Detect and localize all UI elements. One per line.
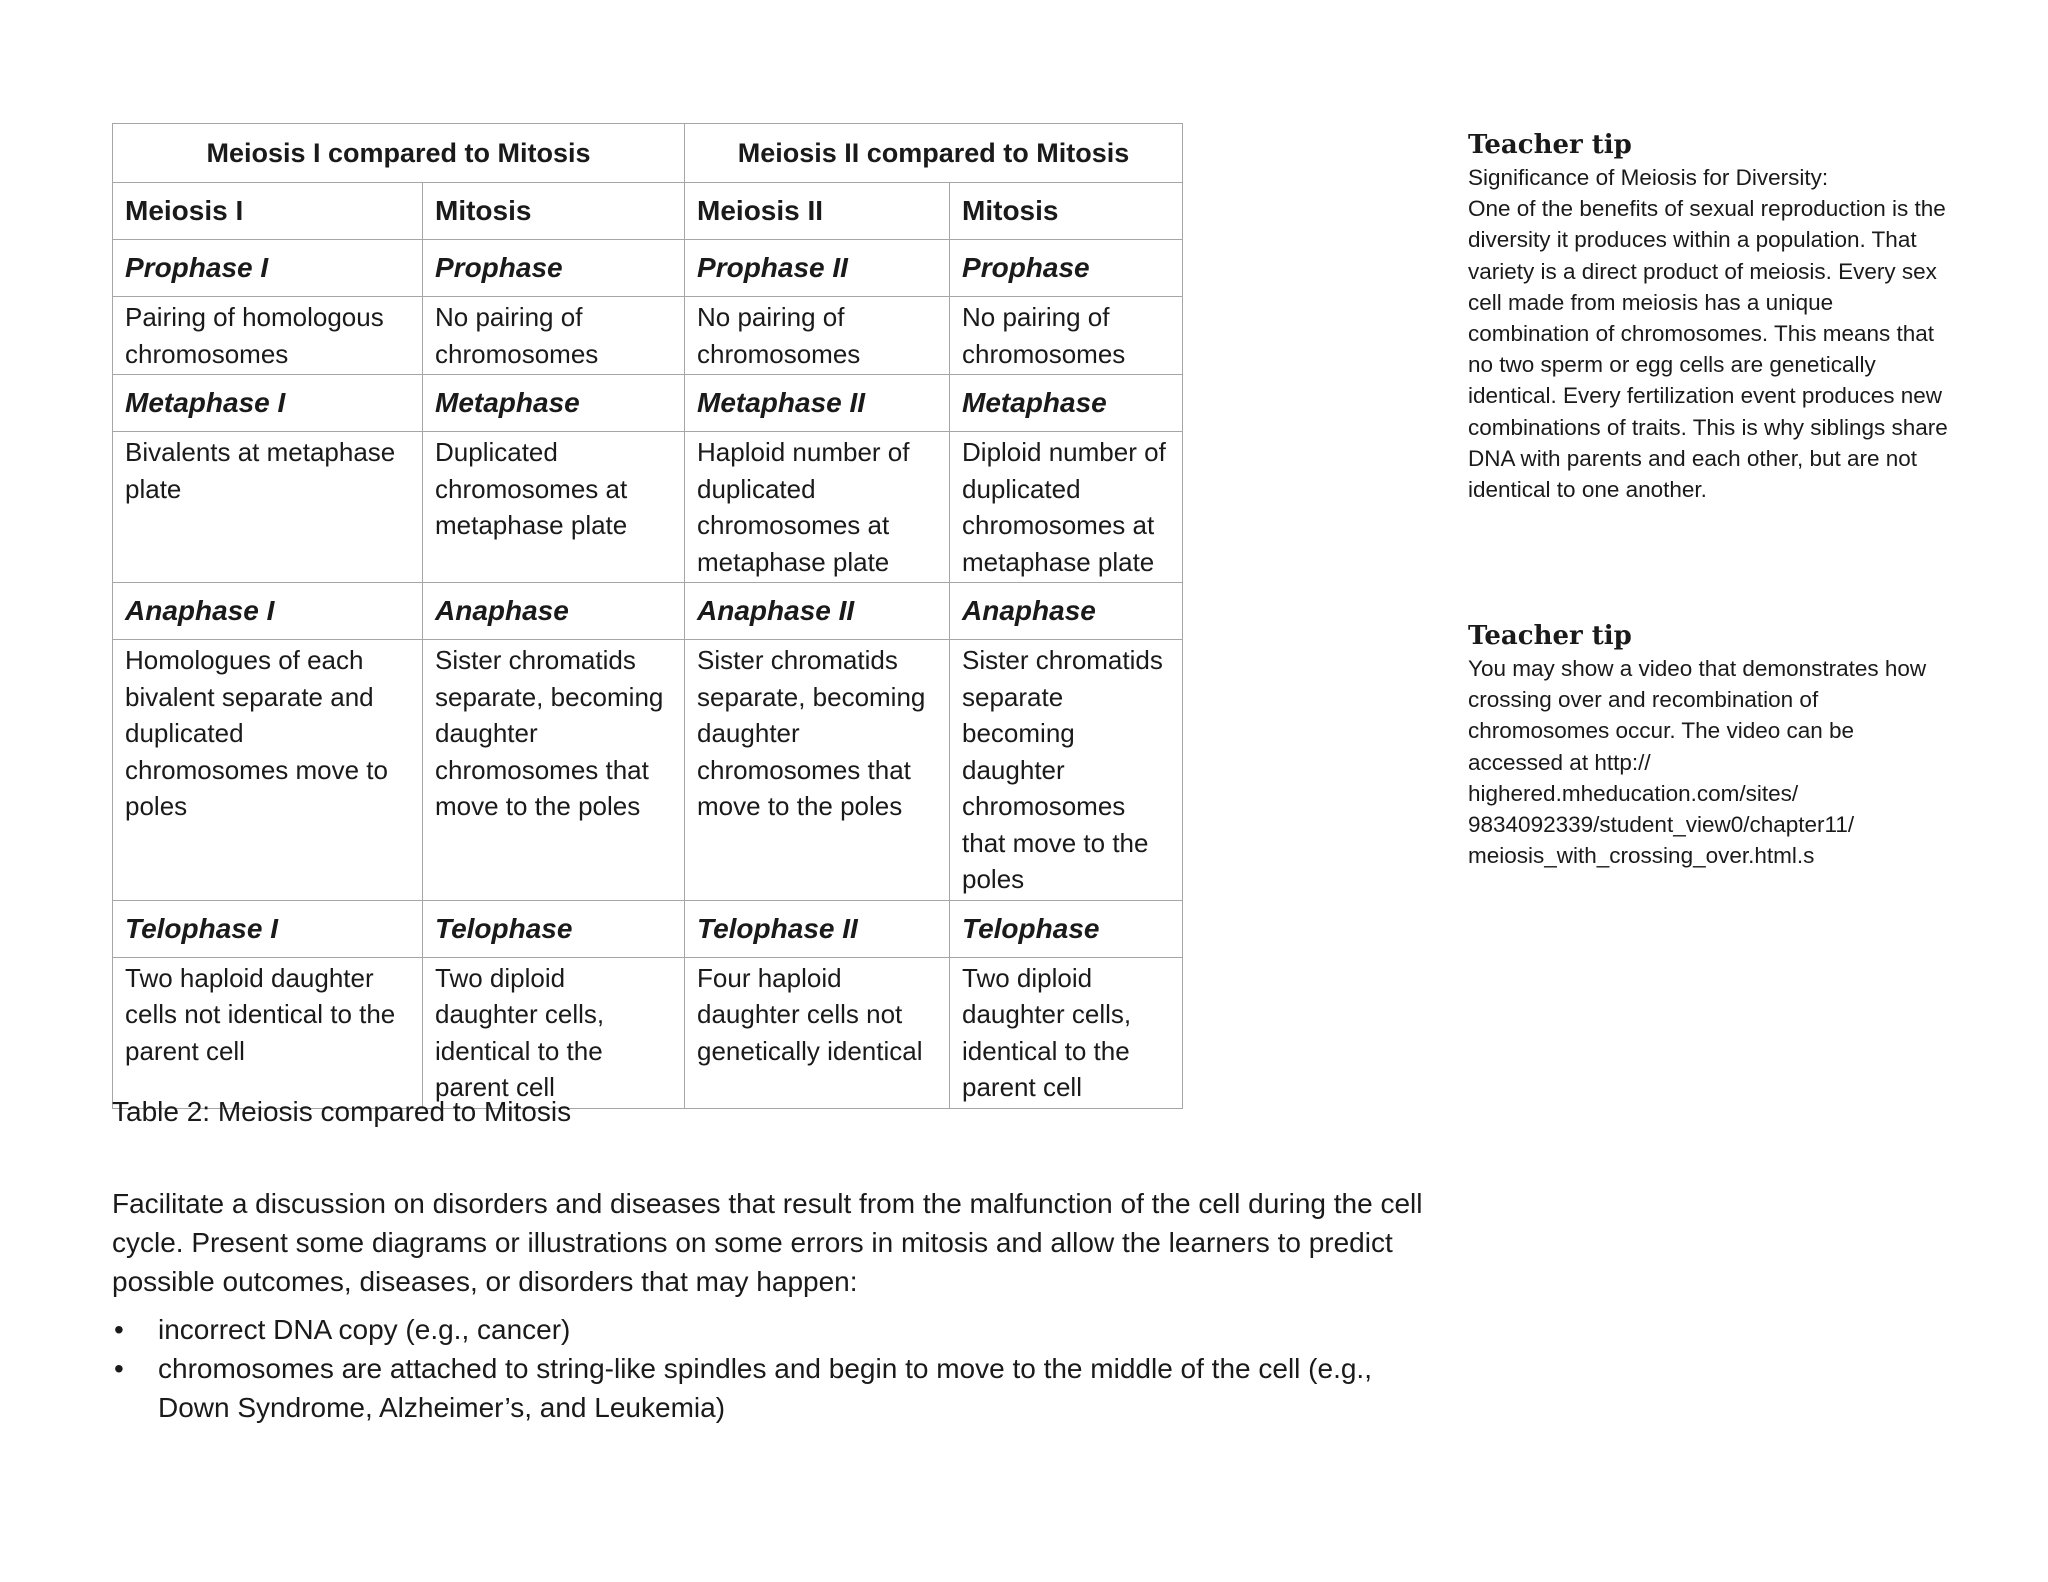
phase-description-cell: Pairing of homologous chromosomes xyxy=(113,297,423,375)
phase-name-cell: Telophase I xyxy=(113,900,423,957)
phase-name-cell: Metaphase II xyxy=(685,375,950,432)
teacher-tip-body: You may show a video that demonstrates how crossing over and recombination of chromosomes occur. The video can be accessed at http:// highered.mheducation.com/sites/ 9834092339/student_view0/chapter11/ meiosis_with_crossing_over.html.s xyxy=(1468,656,1927,869)
meiosis-mitosis-comparison-table xyxy=(112,123,1183,1109)
teacher-tip-body: Significance of Meiosis for Diversity: One of the benefits of sexual reproduction is the diversity it produces within a population. That variety is a direct product of meiosis. Every sex cell made from meiosis has a unique combination of chromosomes. This means that no two sperm or egg cells are genetically identical. Every fertilization event produces new combinations of traits. This is why siblings share DNA with parents and each other, but are not identical to one another. xyxy=(1468,165,1948,503)
column-header-row xyxy=(113,183,1183,240)
list-item-text: incorrect DNA copy (e.g., cancer) xyxy=(158,1314,571,1345)
phase-description-row-metaphase xyxy=(113,432,1183,583)
list-item xyxy=(112,1349,1442,1427)
teacher-tip-title: Teacher tip xyxy=(1468,621,1632,651)
phase-name-cell: Prophase II xyxy=(685,240,950,297)
phase-description-cell: No pairing of chromosomes xyxy=(950,297,1183,375)
phase-name-cell: Telophase xyxy=(423,900,685,957)
bullet-icon: • xyxy=(114,1314,124,1345)
phase-name-row-anaphase xyxy=(113,583,1183,640)
phase-description-row-anaphase xyxy=(113,640,1183,901)
column-header-meiosis-1: Meiosis I xyxy=(113,183,423,240)
phase-description-row-prophase xyxy=(113,297,1183,375)
phase-name-row-prophase xyxy=(113,240,1183,297)
group-header-meiosis-1: Meiosis I compared to Mitosis xyxy=(113,124,685,183)
column-header-meiosis-2: Meiosis II xyxy=(685,183,950,240)
phase-description-cell: Bivalents at metaphase plate xyxy=(113,432,423,583)
phase-name-cell: Telophase II xyxy=(685,900,950,957)
phase-description-cell: Sister chromatids separate becoming daughter chromosomes that move to the poles xyxy=(950,640,1183,901)
phase-description-cell: Sister chromatids separate, becoming daughter chromosomes that move to the poles xyxy=(423,640,685,901)
bullet-icon: • xyxy=(114,1353,124,1384)
phase-description-row-telophase xyxy=(113,957,1183,1108)
group-header-row xyxy=(113,124,1183,183)
phase-name-cell: Prophase xyxy=(423,240,685,297)
column-header-mitosis: Mitosis xyxy=(423,183,685,240)
phase-description-cell: No pairing of chromosomes xyxy=(685,297,950,375)
phase-name-cell: Metaphase xyxy=(423,375,685,432)
phase-description-cell: Haploid number of duplicated chromosomes at metaphase plate xyxy=(685,432,950,583)
phase-name-cell: Prophase xyxy=(950,240,1183,297)
phase-name-cell: Prophase I xyxy=(113,240,423,297)
phase-description-cell: Diploid number of duplicated chromosomes at metaphase plate xyxy=(950,432,1183,583)
phase-description-cell: Two diploid daughter cells, identical to the parent cell xyxy=(423,957,685,1108)
phase-description-cell: Homologues of each bivalent separate and duplicated chromosomes move to poles xyxy=(113,640,423,901)
phase-description-cell: Sister chromatids separate, becoming daughter chromosomes that move to the poles xyxy=(685,640,950,901)
discussion-paragraph: Facilitate a discussion on disorders and diseases that result from the malfunction of the cell during the cell cycle. Present some diagrams or illustrations on some errors in mitosis and allow the learners to predict possible outcomes, diseases, or disorders that may happen: xyxy=(112,1188,1423,1297)
teacher-tip-diversity xyxy=(1468,128,1948,505)
column-header-mitosis: Mitosis xyxy=(950,183,1183,240)
phase-name-cell: Anaphase II xyxy=(685,583,950,640)
table-caption: Table 2: Meiosis compared to Mitosis xyxy=(112,1096,572,1127)
phase-description-cell: Four haploid daughter cells not genetically identical xyxy=(685,957,950,1108)
phase-name-cell: Anaphase xyxy=(950,583,1183,640)
list-item-text: chromosomes are attached to string-like spindles and begin to move to the middle of the cell (e.g., Down Syndrome, Alzheimer’s, and Leukemia) xyxy=(158,1353,1372,1423)
phase-name-row-metaphase xyxy=(113,375,1183,432)
phase-name-cell: Metaphase I xyxy=(113,375,423,432)
phase-description-cell: Two diploid daughter cells, identical to the parent cell xyxy=(950,957,1183,1108)
phase-description-cell: Duplicated chromosomes at metaphase plate xyxy=(423,432,685,583)
outcome-bullet-list xyxy=(112,1310,1442,1427)
teacher-tip-title: Teacher tip xyxy=(1468,130,1632,160)
phase-name-cell: Metaphase xyxy=(950,375,1183,432)
teacher-tip-video xyxy=(1468,619,1948,871)
list-item xyxy=(112,1310,1442,1349)
phase-name-cell: Telophase xyxy=(950,900,1183,957)
phase-name-cell: Anaphase xyxy=(423,583,685,640)
group-header-meiosis-2: Meiosis II compared to Mitosis xyxy=(685,124,1183,183)
phase-description-cell: Two haploid daughter cells not identical to the parent cell xyxy=(113,957,423,1108)
phase-name-cell: Anaphase I xyxy=(113,583,423,640)
phase-name-row-telophase xyxy=(113,900,1183,957)
phase-description-cell: No pairing of chromosomes xyxy=(423,297,685,375)
